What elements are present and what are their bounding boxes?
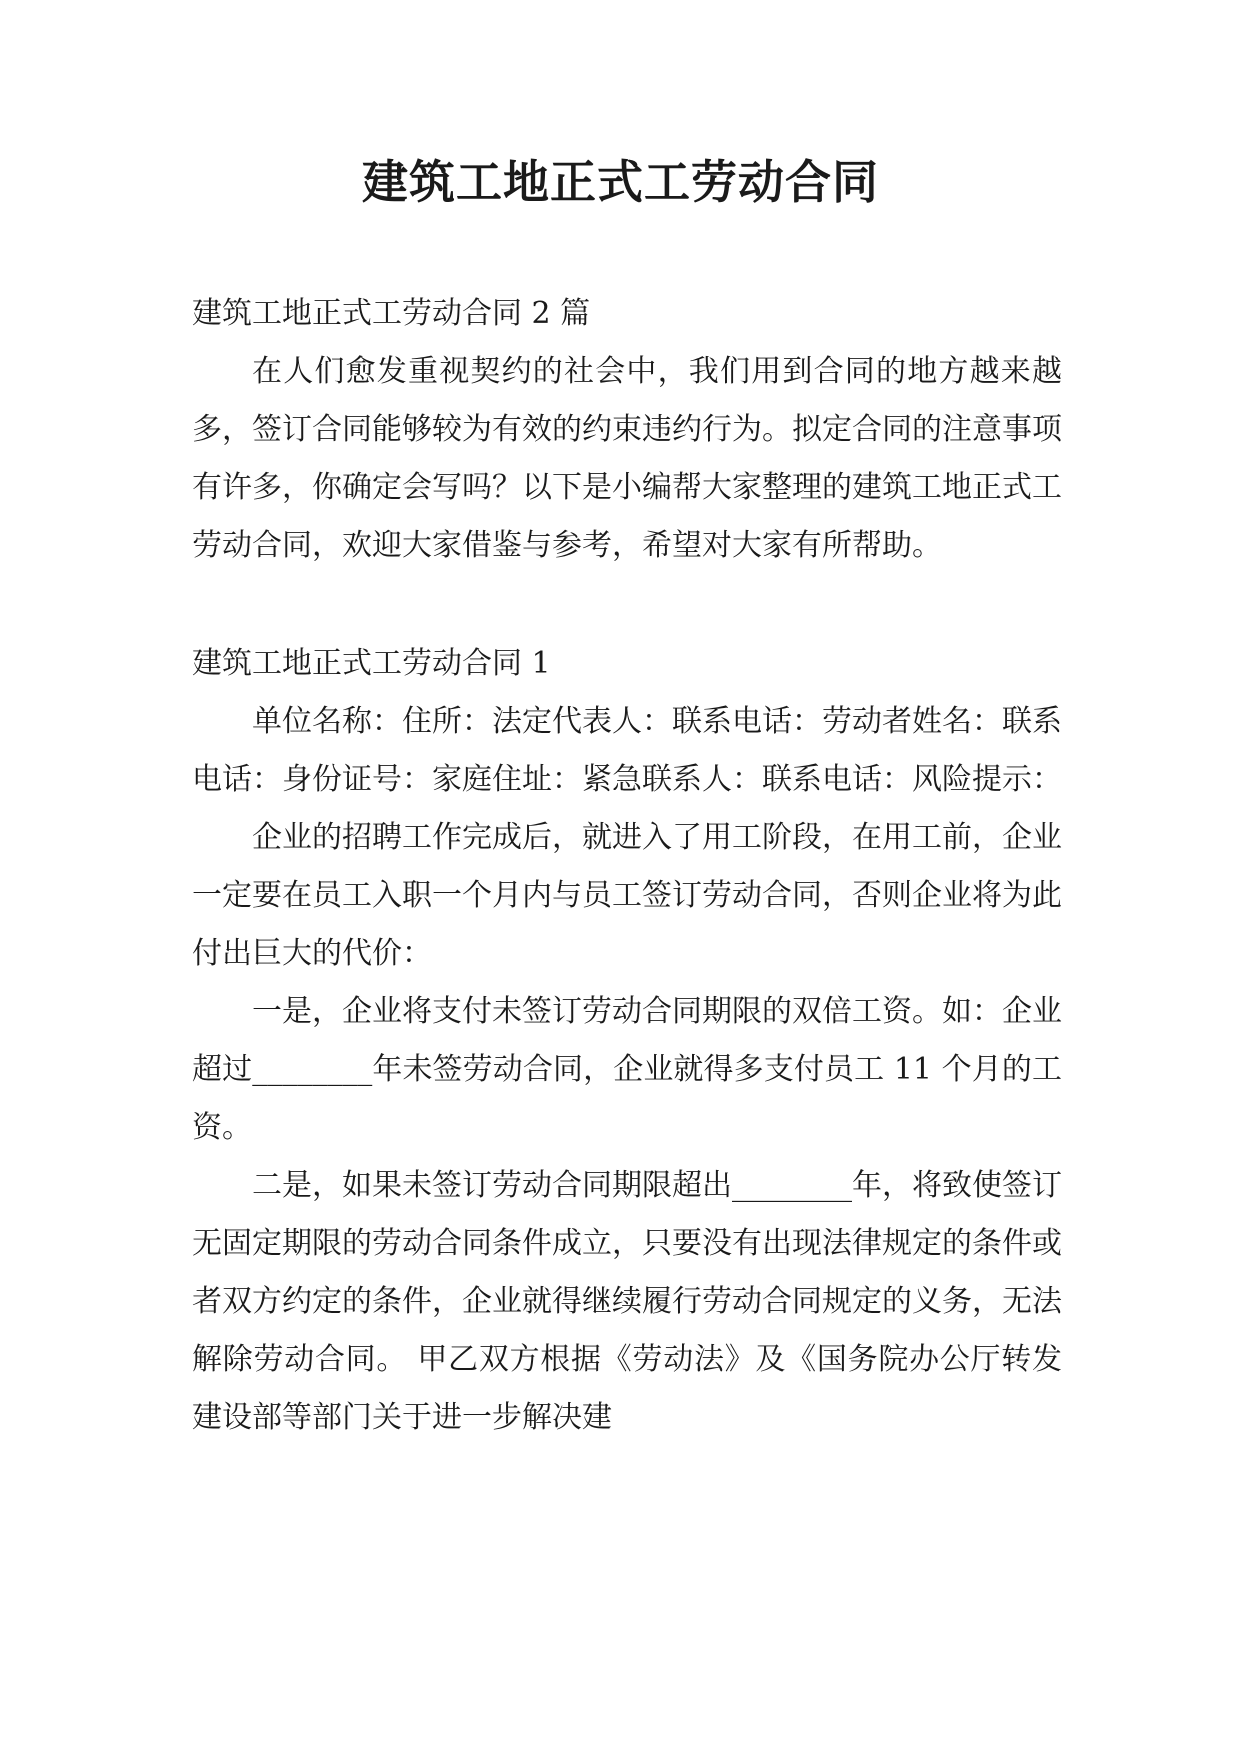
body-paragraph: 一是，企业将支付未签订劳动合同期限的双倍工资。如：企业超过________年未签劳动合同，企业就得多支付员工 11 个月的工资。 <box>192 994 1062 1145</box>
body-paragraph: 二是，如果未签订劳动合同期限超出________年，将致使签订无固定期限的劳动合同条件成立，只要没有出现法律规定的条件或者双方约定的条件，企业就得继续履行劳动合同规定的义务，无法解除劳动合同。 甲乙双方根据《劳动法》及《国务院办公厅转发建设部等部门关于进一步解决建 <box>192 1168 1062 1435</box>
body-paragraph: 企业的招聘工作完成后，就进入了用工阶段，在用工前，企业一定要在员工入职一个月内与员工签订劳动合同，否则企业将为此付出巨大的代价： <box>192 820 1062 971</box>
section-spacer <box>192 575 1062 635</box>
intro-paragraph: 在人们愈发重视契约的社会中，我们用到合同的地方越来越多，签订合同能够较为有效的约束违约行为。拟定合同的注意事项有许多，你确定会写吗？以下是小编帮大家整理的建筑工地正式工劳动合同，欢迎大家借鉴与参考，希望对大家有所帮助。 <box>192 354 1062 563</box>
document-body <box>192 285 1062 1447</box>
document-title: 建筑工地正式工劳动合同 <box>362 155 879 209</box>
contract-fields-paragraph: 单位名称：住所：法定代表人：联系电话：劳动者姓名：联系电话：身份证号：家庭住址：紧急联系人：联系电话：风险提示： <box>192 704 1062 797</box>
document-subtitle: 建筑工地正式工劳动合同 2 篇 <box>192 296 591 331</box>
section-heading: 建筑工地正式工劳动合同 1 <box>192 646 551 681</box>
